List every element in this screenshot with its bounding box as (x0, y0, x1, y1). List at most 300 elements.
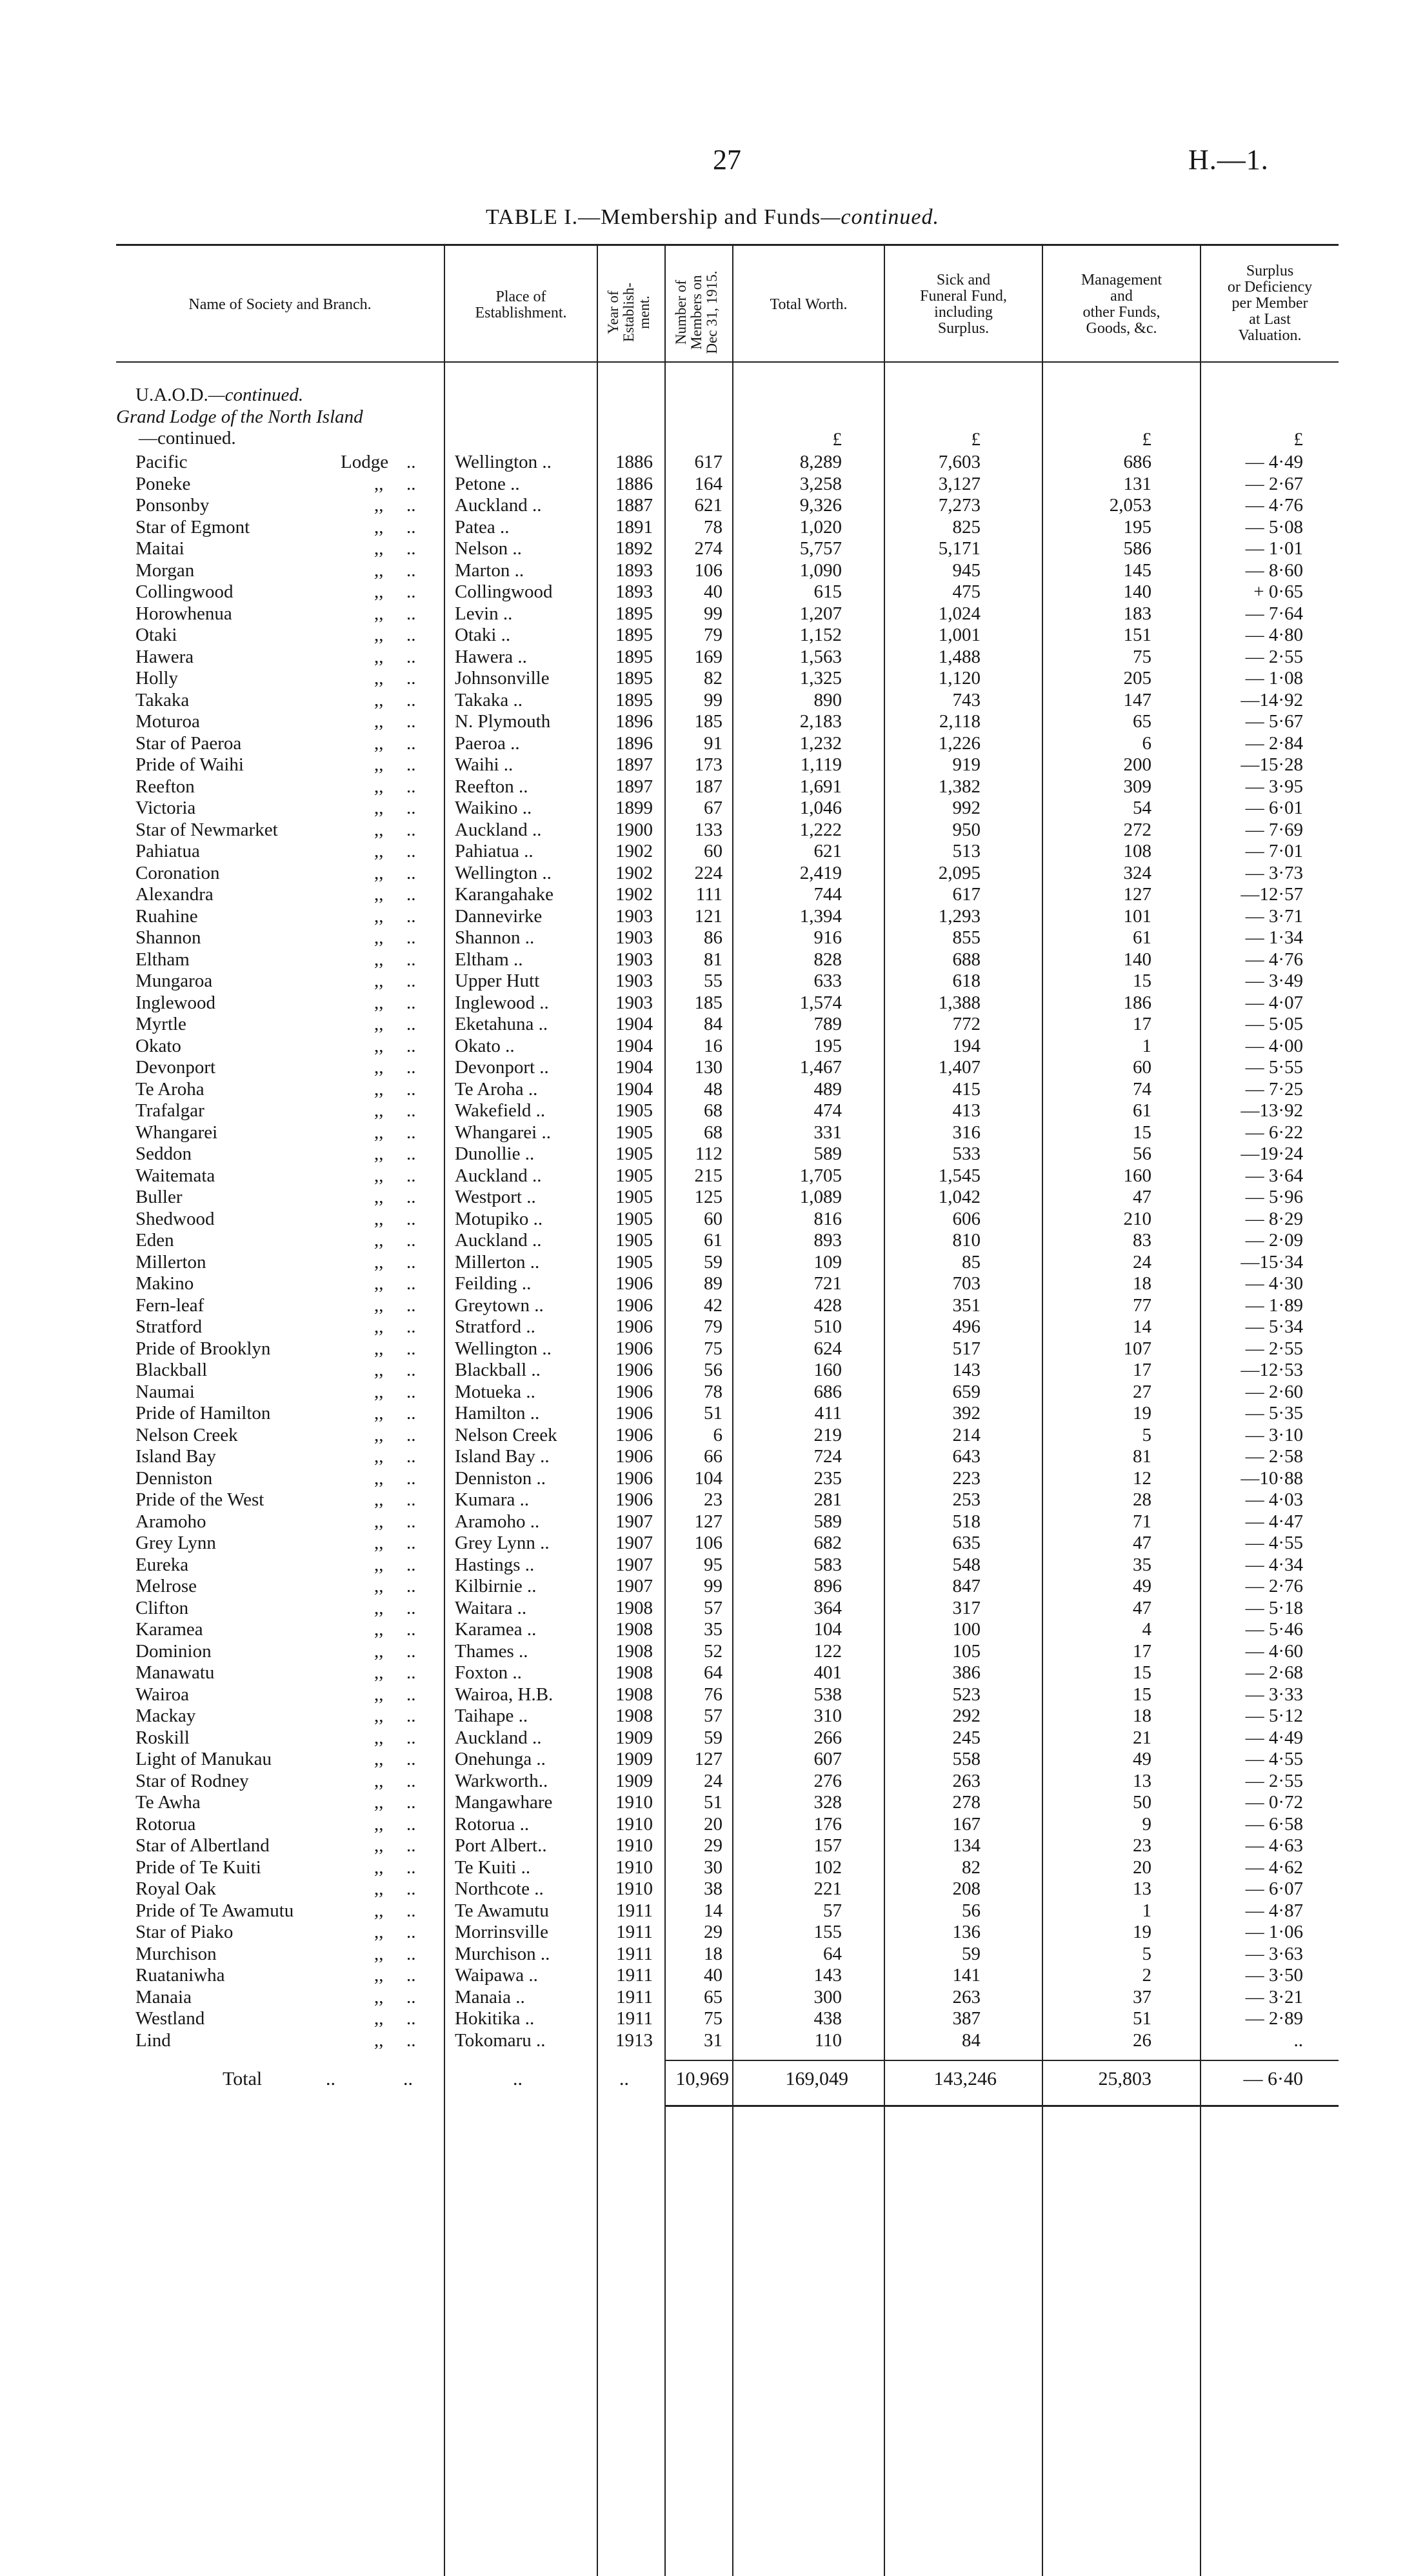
branch-name: Buller (135, 1187, 183, 1207)
management-funds: 83 (1133, 1230, 1151, 1251)
leader-dots: .. (406, 884, 416, 905)
table-title-continued: —continued. (821, 205, 940, 229)
table-row (0, 820, 1425, 841)
management-funds: 324 (1123, 863, 1151, 883)
total-worth: 1,574 (799, 992, 842, 1013)
col-header-place (445, 289, 597, 321)
leader-dots: .. (406, 603, 416, 624)
sick-funeral-fund: 1,388 (938, 992, 981, 1013)
surplus-per-member: — 3·73 (1245, 863, 1303, 883)
total-worth: 744 (813, 884, 842, 905)
place-of-establishment: Millerton .. (455, 1252, 540, 1273)
year-of-establishment: 1905 (615, 1252, 653, 1273)
surplus-per-member: — 4·03 (1245, 1489, 1303, 1510)
leader-dots: .. (406, 1533, 416, 1553)
surplus-per-member: — 2·89 (1245, 2008, 1303, 2029)
branch-name: Ruahine (135, 906, 198, 927)
year-of-establishment: 1903 (615, 971, 653, 991)
management-funds: 74 (1133, 1079, 1151, 1100)
surplus-per-member: — 5·96 (1245, 1187, 1303, 1207)
surplus-per-member: — 2·55 (1245, 1771, 1303, 1791)
ditto-mark: ,, (374, 776, 384, 797)
year-of-establishment: 1906 (615, 1489, 653, 1510)
branch-name: Nelson Creek (135, 1425, 238, 1445)
total-worth: 1,394 (799, 906, 842, 927)
table-row (0, 711, 1425, 732)
place-of-establishment: Shannon .. (455, 927, 535, 948)
branch-name: Pride of Brooklyn (135, 1338, 271, 1359)
ditto-mark: ,, (374, 820, 384, 840)
leader-dots: .. (406, 1857, 416, 1878)
ditto-mark: ,, (374, 1122, 384, 1143)
table-row (0, 452, 1425, 473)
total-worth: 1,222 (799, 820, 842, 840)
surplus-per-member: — 1·01 (1245, 538, 1303, 559)
table-row (0, 1684, 1425, 1706)
total-worth: 538 (813, 1684, 842, 1705)
total-worth: 724 (813, 1446, 842, 1467)
branch-name: Myrtle (135, 1014, 186, 1034)
ditto-mark: ,, (374, 1511, 384, 1532)
place-of-establishment: Levin .. (455, 603, 513, 624)
member-count: 66 (704, 1446, 722, 1467)
table-row (0, 906, 1425, 927)
branch-name: Star of Rodney (135, 1771, 249, 1791)
place-of-establishment: Marton .. (455, 560, 524, 581)
surplus-per-member: — 2·09 (1245, 1230, 1303, 1251)
management-funds: 19 (1133, 1922, 1151, 1942)
year-of-establishment: 1911 (616, 1900, 653, 1921)
year-of-establishment: 1902 (615, 884, 653, 905)
leader-dots: .. (406, 1187, 416, 1207)
table-row (0, 603, 1425, 625)
branch-name: Ponsonby (135, 495, 210, 516)
member-count: 104 (694, 1468, 722, 1489)
management-funds: 60 (1133, 1057, 1151, 1078)
branch-name: Coronation (135, 863, 220, 883)
place-of-establishment: Paeroa .. (455, 733, 520, 754)
ditto-mark: ,, (374, 1360, 384, 1380)
sick-funeral-fund: 1,407 (938, 1057, 981, 1078)
member-count: 55 (704, 971, 722, 991)
surplus-per-member: — 2·55 (1245, 647, 1303, 667)
branch-name: Trafalgar (135, 1100, 204, 1121)
sick-funeral-fund: 1,120 (938, 668, 981, 689)
branch-name: Ruataniwha (135, 1965, 225, 1986)
table-row (0, 1749, 1425, 1770)
leader-dots: .. (406, 906, 416, 927)
branch-name: Naumai (135, 1382, 195, 1402)
management-funds: 127 (1123, 884, 1151, 905)
total-worth: 176 (813, 1814, 842, 1835)
table-row (0, 1706, 1425, 1727)
total-bottom-rule (664, 2105, 1339, 2107)
sick-funeral-fund: 263 (952, 1771, 981, 1791)
ditto-mark: ,, (374, 1662, 384, 1683)
place-of-establishment: Grey Lynn .. (455, 1533, 550, 1553)
sick-funeral-fund: 5,171 (938, 538, 981, 559)
ditto-mark: ,, (374, 1576, 384, 1596)
place-of-establishment: Hokitika .. (455, 2008, 535, 2029)
total-label: Total (223, 2068, 263, 2089)
branch-name: Eden (135, 1230, 174, 1251)
surplus-per-member: — 2·60 (1245, 1382, 1303, 1402)
member-count: 67 (704, 798, 722, 818)
sick-funeral-fund: 143 (952, 1360, 981, 1380)
table-row (0, 1792, 1425, 1813)
leader-dots: .. (406, 1403, 416, 1424)
branch-name: Morgan (135, 560, 195, 581)
branch-name: Poneke (135, 474, 191, 494)
sick-funeral-fund: 825 (952, 517, 981, 538)
year-of-establishment: 1902 (615, 841, 653, 861)
branch-name: Manaia (135, 1987, 192, 2007)
management-funds: 13 (1133, 1878, 1151, 1899)
table-row (0, 884, 1425, 905)
surplus-per-member: + 0·65 (1253, 581, 1303, 602)
total-worth: 1,691 (799, 776, 842, 797)
total-sick: 143,246 (933, 2068, 997, 2089)
member-count: 127 (694, 1749, 722, 1769)
year-of-establishment: 1907 (615, 1555, 653, 1575)
ditto-mark: ,, (374, 474, 384, 494)
table-row (0, 971, 1425, 992)
branch-name: Aramoho (135, 1511, 206, 1532)
branch-name: Reefton (135, 776, 195, 797)
total-worth: 438 (813, 2008, 842, 2029)
place-of-establishment: Westport .. (455, 1187, 536, 1207)
ditto-mark: ,, (374, 517, 384, 538)
society-heading: U.A.O.D.—continued. (135, 385, 304, 405)
table-row (0, 495, 1425, 516)
surplus-per-member: — 5·35 (1245, 1403, 1303, 1424)
total-worth: 364 (813, 1598, 842, 1618)
total-worth: 428 (813, 1295, 842, 1316)
place-of-establishment: N. Plymouth (455, 711, 551, 732)
year-of-establishment: 1895 (615, 668, 653, 689)
leader-dots: .. (406, 581, 416, 602)
management-funds: 17 (1133, 1641, 1151, 1662)
leader-dots: .. (406, 1792, 416, 1813)
table-row (0, 1252, 1425, 1273)
leader-dots: .. (406, 1446, 416, 1467)
member-count: 106 (694, 560, 722, 581)
year-of-establishment: 1908 (615, 1662, 653, 1683)
total-worth: 615 (813, 581, 842, 602)
table-row (0, 1014, 1425, 1035)
total-worth: 57 (823, 1900, 842, 1921)
sick-funeral-fund: 919 (952, 754, 981, 775)
leader-dots: .. (406, 1641, 416, 1662)
surplus-per-member: — 4·76 (1245, 949, 1303, 970)
year-of-establishment: 1908 (615, 1684, 653, 1705)
management-funds: 1 (1142, 1900, 1151, 1921)
total-worth: 583 (813, 1555, 842, 1575)
place-of-establishment: Auckland .. (455, 495, 542, 516)
branch-name: Wairoa (135, 1684, 190, 1705)
leader-dots: .. (406, 452, 416, 472)
branch-name: Star of Paeroa (135, 733, 242, 754)
table-title-main: TABLE I.—Membership and Funds (485, 205, 821, 229)
ditto-mark: ,, (374, 1944, 384, 1964)
table-row (0, 1338, 1425, 1360)
branch-name: Rotorua (135, 1814, 196, 1835)
table-row (0, 1295, 1425, 1316)
place-of-establishment: Dannevirke (455, 906, 543, 927)
year-of-establishment: 1906 (615, 1446, 653, 1467)
leader-dots: .. (406, 560, 416, 581)
total-worth: 1,467 (799, 1057, 842, 1078)
sick-funeral-fund: 1,545 (938, 1165, 981, 1186)
leader-dots: .. (406, 1014, 416, 1034)
year-of-establishment: 1903 (615, 992, 653, 1013)
management-funds: 49 (1133, 1749, 1151, 1769)
total-worth: 510 (813, 1316, 842, 1337)
branch-name: Waitemata (135, 1165, 215, 1186)
member-count: 89 (704, 1273, 722, 1294)
sick-funeral-fund: 84 (962, 2030, 981, 2051)
sick-funeral-fund: 85 (962, 1252, 981, 1273)
place-of-establishment: Wellington .. (455, 863, 552, 883)
year-of-establishment: 1903 (615, 927, 653, 948)
ditto-mark: ,, (374, 1900, 384, 1921)
surplus-per-member: — 6·22 (1245, 1122, 1303, 1143)
currency-sick: £ (971, 429, 981, 450)
leader-dots: .. (406, 1273, 416, 1294)
leader-dots: .. (406, 1835, 416, 1856)
branch-name: Moturoa (135, 711, 200, 732)
sick-funeral-fund: 518 (952, 1511, 981, 1532)
table-row (0, 1771, 1425, 1792)
table-row (0, 1468, 1425, 1489)
place-of-establishment: Upper Hutt (455, 971, 540, 991)
total-worth: 276 (813, 1771, 842, 1791)
place-of-establishment: Hawera .. (455, 647, 527, 667)
year-of-establishment: 1896 (615, 733, 653, 754)
sick-funeral-fund: 387 (952, 2008, 981, 2029)
management-funds: 18 (1133, 1706, 1151, 1726)
year-of-establishment: 1903 (615, 906, 653, 927)
management-funds: 108 (1123, 841, 1151, 861)
management-funds: 27 (1133, 1382, 1151, 1402)
table-row (0, 1209, 1425, 1230)
place-of-establishment: Warkworth.. (455, 1771, 548, 1791)
surplus-per-member: —10·88 (1241, 1468, 1303, 1489)
sick-funeral-fund: 1,042 (938, 1187, 981, 1207)
sick-funeral-fund: 810 (952, 1230, 981, 1251)
ditto-mark: ,, (374, 1489, 384, 1510)
management-funds: 37 (1133, 1987, 1151, 2007)
place-of-establishment: Manaia .. (455, 1987, 525, 2007)
member-count: 64 (704, 1662, 722, 1683)
member-count: 84 (704, 1014, 722, 1034)
year-of-establishment: 1905 (615, 1100, 653, 1121)
surplus-per-member: — 2·55 (1245, 1338, 1303, 1359)
table-row (0, 474, 1425, 495)
place-of-establishment: Te Kuiti .. (455, 1857, 531, 1878)
ditto-mark: ,, (374, 1079, 384, 1100)
place-of-establishment: Island Bay .. (455, 1446, 550, 1467)
surplus-per-member: — 8·60 (1245, 560, 1303, 581)
surplus-per-member: — 6·07 (1245, 1878, 1303, 1899)
sick-funeral-fund: 1,226 (938, 733, 981, 754)
leader-dots: .. (406, 2008, 416, 2029)
sick-funeral-fund: 223 (952, 1468, 981, 1489)
place-of-establishment: Murchison .. (455, 1944, 550, 1964)
member-count: 185 (694, 992, 722, 1013)
sick-funeral-fund: 606 (952, 1209, 981, 1229)
year-of-establishment: 1911 (616, 1965, 653, 1986)
management-funds: 65 (1133, 711, 1151, 732)
sick-funeral-fund: 208 (952, 1878, 981, 1899)
col-header-name: Name of Society and Branch. (188, 296, 372, 313)
total-worth: 235 (813, 1468, 842, 1489)
member-count: 35 (704, 1619, 722, 1640)
member-count: 59 (704, 1727, 722, 1748)
place-of-establishment: Hastings .. (455, 1555, 535, 1575)
branch-name: Lind (135, 2030, 171, 2051)
place-of-establishment: Eltham .. (455, 949, 523, 970)
member-count: 57 (704, 1706, 722, 1726)
table-row (0, 1555, 1425, 1576)
surplus-per-member: — 5·34 (1245, 1316, 1303, 1337)
surplus-per-member: — 2·58 (1245, 1446, 1303, 1467)
place-of-establishment: Okato .. (455, 1036, 515, 1056)
total-worth: 607 (813, 1749, 842, 1769)
management-funds: 5 (1142, 1944, 1151, 1964)
surplus-per-member: — 3·49 (1245, 971, 1303, 991)
management-funds: 56 (1133, 1143, 1151, 1164)
member-count: 106 (694, 1533, 722, 1553)
member-count: 29 (704, 1922, 722, 1942)
place-of-establishment: Thames .. (455, 1641, 528, 1662)
ditto-mark: ,, (374, 992, 384, 1013)
year-of-establishment: 1905 (615, 1187, 653, 1207)
sick-funeral-fund: 847 (952, 1576, 981, 1596)
management-funds: 20 (1133, 1857, 1151, 1878)
sick-funeral-fund: 413 (952, 1100, 981, 1121)
ditto-mark: ,, (374, 668, 384, 689)
member-count: 125 (694, 1187, 722, 1207)
sick-funeral-fund: 167 (952, 1814, 981, 1835)
place-of-establishment: Johnsonville (455, 668, 550, 689)
surplus-per-member: — 4·34 (1245, 1555, 1303, 1575)
currency-worth: £ (832, 429, 842, 450)
ditto-mark: ,, (374, 1598, 384, 1618)
year-of-establishment: 1906 (615, 1316, 653, 1337)
member-count: 56 (704, 1360, 722, 1380)
year-of-establishment: 1906 (615, 1360, 653, 1380)
management-funds: 15 (1133, 1662, 1151, 1683)
total-worth: 5,757 (799, 538, 842, 559)
sick-funeral-fund: 523 (952, 1684, 981, 1705)
year-of-establishment: 1907 (615, 1533, 653, 1553)
surplus-per-member: —13·92 (1241, 1100, 1303, 1121)
table-row (0, 841, 1425, 862)
leader-dots: .. (406, 1295, 416, 1316)
management-funds: 183 (1123, 603, 1151, 624)
sick-funeral-fund: 2,118 (939, 711, 981, 732)
year-of-establishment: 1911 (616, 2008, 653, 2029)
year-of-establishment: 1896 (615, 711, 653, 732)
year-of-establishment: 1893 (615, 581, 653, 602)
place-of-establishment: Denniston .. (455, 1468, 546, 1489)
table-row (0, 798, 1425, 819)
member-count: 79 (704, 625, 722, 645)
leader-dots: .. (406, 1165, 416, 1186)
place-of-establishment: Wairoa, H.B. (455, 1684, 553, 1705)
branch-name: Pride of the West (135, 1489, 264, 1510)
year-of-establishment: 1902 (615, 863, 653, 883)
branch-name: Pride of Waihi (135, 754, 244, 775)
management-funds: 35 (1133, 1555, 1151, 1575)
year-of-establishment: 1904 (615, 1014, 653, 1034)
place-of-establishment: Karamea .. (455, 1619, 537, 1640)
management-funds: 19 (1133, 1403, 1151, 1424)
year-of-establishment: 1897 (615, 754, 653, 775)
col-header-place-line2: Establishment. (475, 305, 567, 321)
total-worth: 1,046 (799, 798, 842, 818)
ditto-mark: ,, (374, 711, 384, 732)
year-of-establishment: 1899 (615, 798, 653, 818)
sick-funeral-fund: 292 (952, 1706, 981, 1726)
member-count: 59 (704, 1252, 722, 1273)
leader-dots: .. (406, 1576, 416, 1596)
member-count: 185 (694, 711, 722, 732)
leader-dots: .. (406, 1727, 416, 1748)
management-funds: 77 (1133, 1295, 1151, 1316)
place-of-establishment: Feilding .. (455, 1273, 532, 1294)
surplus-per-member: — 6·58 (1245, 1814, 1303, 1835)
ditto-mark: ,, (374, 1749, 384, 1769)
ditto-mark: ,, (374, 1446, 384, 1467)
total-worth: 331 (813, 1122, 842, 1143)
total-worth: 2,419 (799, 863, 842, 883)
branch-name: Mungaroa (135, 971, 213, 991)
leader-dots: .. (406, 1987, 416, 2007)
surplus-per-member: —15·28 (1241, 754, 1303, 775)
year-of-establishment: 1895 (615, 625, 653, 645)
sick-funeral-fund: 517 (952, 1338, 981, 1359)
sick-funeral-fund: 475 (952, 581, 981, 602)
sick-funeral-fund: 2,095 (938, 863, 981, 883)
ditto-mark: ,, (374, 1987, 384, 2007)
total-worth: 1,119 (800, 754, 842, 775)
year-of-establishment: 1904 (615, 1057, 653, 1078)
total-worth: 474 (813, 1100, 842, 1121)
place-of-establishment: Hamilton .. (455, 1403, 540, 1424)
leader-dots: .. (406, 798, 416, 818)
leader-dots: .. (406, 820, 416, 840)
branch-name: Seddon (135, 1143, 192, 1164)
ditto-mark: ,, (374, 1835, 384, 1856)
branch-name: Grey Lynn (135, 1533, 216, 1553)
year-of-establishment: 1904 (615, 1036, 653, 1056)
table-row (0, 1641, 1425, 1662)
ditto-mark: ,, (374, 1338, 384, 1359)
total-worth: 143 (813, 1965, 842, 1986)
year-of-establishment: 1904 (615, 1079, 653, 1100)
year-of-establishment: 1906 (615, 1295, 653, 1316)
branch-name: Whangarei (135, 1122, 218, 1143)
place-of-establishment: Takaka .. (455, 690, 523, 710)
leader-dots: .. (406, 1338, 416, 1359)
sick-funeral-fund: 317 (952, 1598, 981, 1618)
ditto-mark: ,, (374, 1814, 384, 1835)
table-row (0, 863, 1425, 884)
year-of-establishment: 1887 (615, 495, 653, 516)
leader-dots: .. (406, 1944, 416, 1964)
